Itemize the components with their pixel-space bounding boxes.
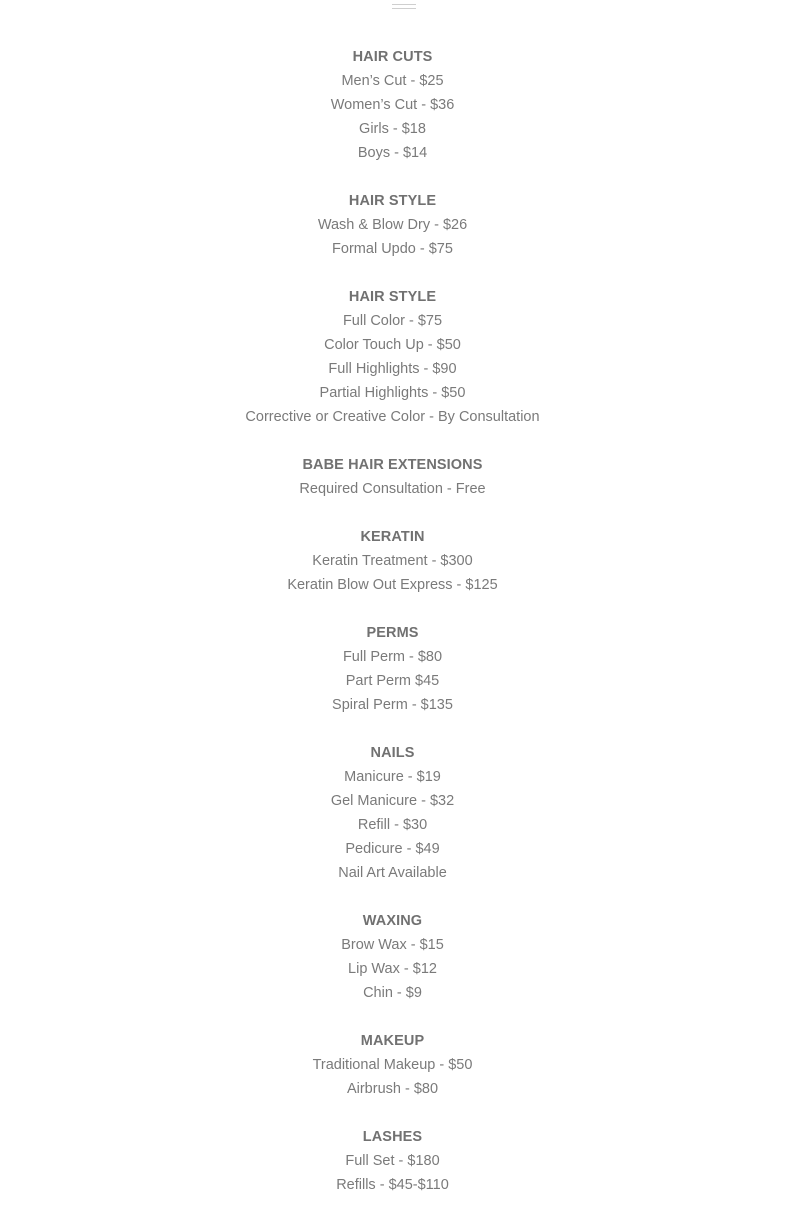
price-item: Keratin Treatment - $300 [312,553,473,569]
price-item: Girls - $18 [359,121,426,137]
price-item: Color Touch Up - $50 [324,337,461,353]
price-item: Refill - $30 [357,817,428,833]
section-hair-color [0,285,785,429]
price-item: Men’s Cut - $25 [341,73,444,89]
section-lashes [0,1125,785,1197]
price-item: Formal Updo - $75 [332,241,453,257]
section-title: HAIR STYLE [348,193,437,209]
section-title: MAKEUP [360,1033,425,1049]
price-item: Brow Wax - $15 [341,937,444,953]
price-item: Gel Manicure - $32 [330,793,455,809]
section-title: LASHES [362,1129,423,1145]
price-item: Keratin Blow Out Express - $125 [287,577,498,593]
section-hair-style [0,189,785,261]
price-item: Pedicure - $49 [345,841,440,857]
price-item: Full Color - $75 [342,313,443,329]
price-item: Full Highlights - $90 [328,361,457,377]
section-nails [0,741,785,885]
price-item: Partial Highlights - $50 [319,385,466,401]
price-item: Lip Wax - $12 [348,961,437,977]
price-item: Manicure - $19 [344,769,441,785]
section-waxing [0,909,785,1005]
price-item: Refills - $45-$110 [336,1177,449,1193]
section-divider [392,4,416,9]
price-item: Spiral Perm - $135 [332,697,453,713]
price-item: Traditional Makeup - $50 [312,1057,473,1073]
price-item: Women’s Cut - $36 [330,97,455,113]
price-item: Part Perm $45 [345,673,440,689]
price-item: Full Set - $180 [345,1153,440,1169]
price-item: Nail Art Available [338,865,447,881]
section-hair-extensions [0,453,785,501]
price-item: Full Perm - $80 [342,649,443,665]
price-item: Corrective or Creative Color - By Consultation [245,409,540,425]
price-item: Wash & Blow Dry - $26 [317,217,468,233]
section-hair-cuts [0,45,785,165]
price-item: Boys - $14 [357,145,428,161]
section-title: HAIR STYLE [348,289,437,305]
section-perms [0,621,785,717]
section-makeup [0,1029,785,1101]
section-keratin [0,525,785,597]
section-title: KERATIN [360,529,425,545]
section-title: WAXING [362,913,423,929]
service-price-list [0,45,785,1221]
price-item: Chin - $9 [363,985,422,1001]
section-title: NAILS [370,745,415,761]
price-item: Airbrush - $80 [346,1081,439,1097]
section-title: HAIR CUTS [352,49,433,65]
section-title: PERMS [366,625,419,641]
section-title: BABE HAIR EXTENSIONS [302,457,483,473]
price-item: Required Consultation - Free [299,481,486,497]
